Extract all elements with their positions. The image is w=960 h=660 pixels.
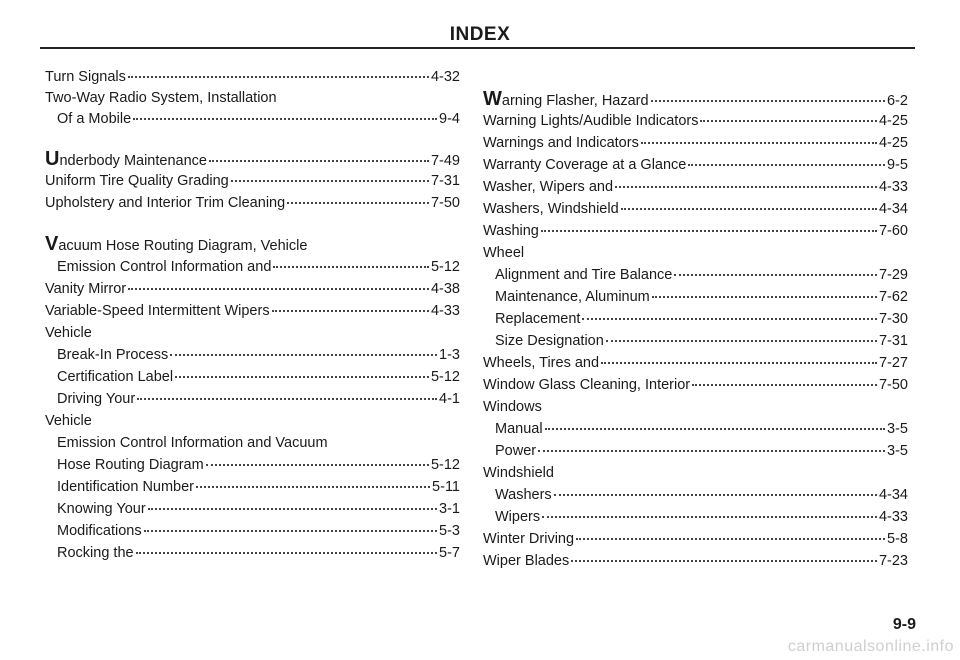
entry-page-number: 7-31 — [430, 173, 460, 189]
entry-label: Replacement — [495, 311, 581, 327]
entry-label-text: acuum Hose Routing Diagram, Vehicle — [58, 238, 308, 254]
entry-page-number: 5-7 — [439, 545, 460, 561]
dot-leader — [688, 163, 885, 166]
index-entry — [483, 198, 908, 220]
entry-label: Emission Control Information and — [57, 259, 272, 275]
entry-page-number: 4-33 — [878, 179, 908, 195]
dot-leader — [582, 317, 877, 320]
dot-leader — [641, 141, 877, 144]
entry-page-number: 7-23 — [878, 553, 908, 569]
entry-page-number: 3-5 — [887, 421, 908, 437]
entry-label-text: arning Flasher, Hazard — [501, 93, 649, 109]
dot-leader — [170, 353, 437, 356]
index-entry — [483, 154, 908, 176]
index-entry — [57, 542, 460, 564]
entry-page-number: 5-8 — [887, 531, 908, 547]
section-initial: W — [483, 88, 502, 110]
dot-leader — [287, 201, 429, 204]
entry-label: Window Glass Cleaning, Interior — [483, 377, 691, 393]
entry-label: Certification Label — [57, 369, 174, 385]
entry-label: Identification Number — [57, 479, 195, 495]
entry-label: Hose Routing Diagram — [57, 457, 204, 473]
index-entry — [483, 110, 908, 132]
index-entry — [495, 264, 908, 286]
index-entry — [57, 454, 460, 476]
index-entry — [495, 286, 908, 308]
dot-leader — [273, 265, 429, 268]
entry-page-number: 4-38 — [430, 281, 460, 297]
entry-label: Emission Control Information and Vacuum — [57, 435, 328, 451]
index-entry — [495, 506, 908, 528]
entry-label: Washers — [495, 487, 552, 503]
entry-label — [45, 148, 207, 172]
entry-label: Upholstery and Interior Trim Cleaning — [45, 195, 286, 211]
entry-label: Warnings and Indicators — [483, 135, 639, 151]
index-entry — [57, 108, 460, 130]
entry-page-number: 7-29 — [878, 267, 908, 283]
index-entry — [483, 220, 908, 242]
dot-leader — [137, 397, 437, 400]
entry-label: Vehicle — [45, 325, 92, 341]
dot-leader — [175, 375, 429, 378]
entry-label: Rocking the — [57, 545, 134, 561]
entry-page-number: 7-50 — [878, 377, 908, 393]
entry-label: Windows — [483, 399, 542, 415]
dot-leader — [272, 309, 429, 312]
index-entry — [45, 233, 460, 255]
entry-label: Turn Signals — [45, 69, 126, 85]
dot-leader — [206, 463, 429, 466]
index-entry — [495, 418, 908, 440]
entry-label: Wheel — [483, 245, 525, 261]
entry-label: Vehicle — [45, 413, 92, 429]
index-entry — [45, 410, 460, 432]
entry-label — [483, 88, 649, 112]
entry-label: Washer, Wipers and — [483, 179, 614, 195]
index-entry — [483, 176, 908, 198]
index-entry — [57, 476, 460, 498]
entry-label: Warning Lights/Audible Indicators — [483, 113, 699, 129]
index-entry — [57, 520, 460, 542]
entry-page-number: 4-32 — [430, 69, 460, 85]
entry-label: Winter Driving — [483, 531, 575, 547]
index-entry — [483, 550, 908, 572]
dot-leader — [674, 273, 877, 276]
dot-leader — [231, 179, 429, 182]
dot-leader — [692, 383, 877, 386]
entry-label: Variable-Speed Intermittent Wipers — [45, 303, 270, 319]
index-entry — [483, 352, 908, 374]
entry-label: Size Designation — [495, 333, 604, 349]
dot-leader — [576, 537, 885, 540]
entry-page-number: 4-34 — [878, 201, 908, 217]
entry-page-number: 7-31 — [878, 333, 908, 349]
entry-label: Modifications — [57, 523, 142, 539]
index-entry — [483, 528, 908, 550]
index-entry — [45, 66, 460, 88]
entry-label: Driving Your — [57, 391, 136, 407]
index-entry — [45, 170, 460, 192]
entry-page-number: 3-1 — [439, 501, 460, 517]
entry-page-number: 5-12 — [430, 259, 460, 275]
index-entry — [495, 484, 908, 506]
entry-page-number: 4-33 — [430, 303, 460, 319]
index-entry — [483, 88, 908, 110]
dot-leader — [148, 507, 437, 510]
dot-leader — [545, 427, 885, 430]
entry-page-number: 7-27 — [878, 355, 908, 371]
dot-leader — [144, 529, 437, 532]
index-entry — [483, 242, 908, 264]
index-entry — [57, 498, 460, 520]
entry-page-number: 4-25 — [878, 135, 908, 151]
dot-leader — [128, 75, 429, 78]
index-entry — [57, 256, 460, 278]
index-entry — [45, 322, 460, 344]
dot-leader — [606, 339, 877, 342]
entry-page-number: 9-4 — [439, 111, 460, 127]
dot-leader — [615, 185, 877, 188]
section-initial: V — [45, 233, 59, 255]
entry-label: Windshield — [483, 465, 554, 481]
dot-leader — [542, 515, 877, 518]
dot-leader — [128, 287, 429, 290]
entry-label-text: nderbody Maintenance — [59, 153, 207, 169]
dot-leader — [538, 449, 885, 452]
entry-page-number: 7-62 — [878, 289, 908, 305]
index-entry — [495, 330, 908, 352]
entry-label: Maintenance, Aluminum — [495, 289, 650, 305]
dot-leader — [652, 295, 877, 298]
entry-label: Two-Way Radio System, Installation — [45, 90, 277, 106]
entry-page-number: 3-5 — [887, 443, 908, 459]
entry-page-number: 4-1 — [439, 391, 460, 407]
index-entry — [495, 440, 908, 462]
entry-page-number: 5-12 — [430, 457, 460, 473]
entry-label: Of a Mobile — [57, 111, 132, 127]
index-entry — [45, 300, 460, 322]
index-entry — [45, 192, 460, 214]
index-entry — [495, 308, 908, 330]
dot-leader — [601, 361, 877, 364]
entry-page-number: 4-25 — [878, 113, 908, 129]
entry-label: Washers, Windshield — [483, 201, 619, 217]
entry-page-number: 1-3 — [439, 347, 460, 363]
watermark: carmanualsonline.info — [787, 638, 954, 655]
entry-label: Uniform Tire Quality Grading — [45, 173, 229, 189]
page-number: 9-9 — [892, 616, 916, 633]
entry-page-number: 7-50 — [430, 195, 460, 211]
entry-page-number: 4-34 — [878, 487, 908, 503]
dot-leader — [700, 119, 877, 122]
dot-leader — [133, 117, 437, 120]
dot-leader — [541, 229, 877, 232]
entry-label: Wiper Blades — [483, 553, 570, 569]
index-entry — [483, 462, 908, 484]
entry-label: Vanity Mirror — [45, 281, 127, 297]
entry-page-number: 7-60 — [878, 223, 908, 239]
entry-page-number: 7-49 — [430, 153, 460, 169]
entry-page-number: 5-11 — [432, 479, 460, 495]
dot-leader — [651, 99, 885, 102]
dot-leader — [209, 159, 429, 162]
entry-label: Washing — [483, 223, 539, 239]
dot-leader — [621, 207, 877, 210]
entry-label: Manual — [495, 421, 543, 437]
entry-page-number: 6-2 — [887, 93, 908, 109]
dot-leader — [196, 485, 430, 488]
index-entry — [57, 432, 460, 454]
entry-label: Alignment and Tire Balance — [495, 267, 673, 283]
entry-page-number: 4-33 — [878, 509, 908, 525]
entry-label: Break-In Process — [57, 347, 169, 363]
index-entry — [45, 278, 460, 300]
dot-leader — [136, 551, 437, 554]
header-rule — [40, 47, 915, 49]
page-title: INDEX — [449, 24, 511, 45]
entry-page-number: 9-5 — [887, 157, 908, 173]
index-entry — [45, 87, 460, 109]
index-entry — [57, 388, 460, 410]
entry-label — [45, 233, 308, 255]
index-entry — [57, 366, 460, 388]
entry-label: Power — [495, 443, 537, 459]
entry-label: Knowing Your — [57, 501, 146, 517]
index-entry — [483, 374, 908, 396]
section-initial: U — [45, 148, 60, 170]
entry-label: Wipers — [495, 509, 541, 525]
index-entry — [483, 132, 908, 154]
entry-label: Warranty Coverage at a Glance — [483, 157, 687, 173]
dot-leader — [571, 559, 877, 562]
entry-label: Wheels, Tires and — [483, 355, 600, 371]
index-entry — [483, 396, 908, 418]
dot-leader — [554, 493, 877, 496]
index-entry — [57, 344, 460, 366]
entry-page-number: 5-3 — [439, 523, 460, 539]
index-entry — [45, 148, 460, 170]
entry-page-number: 5-12 — [430, 369, 460, 385]
entry-page-number: 7-30 — [878, 311, 908, 327]
